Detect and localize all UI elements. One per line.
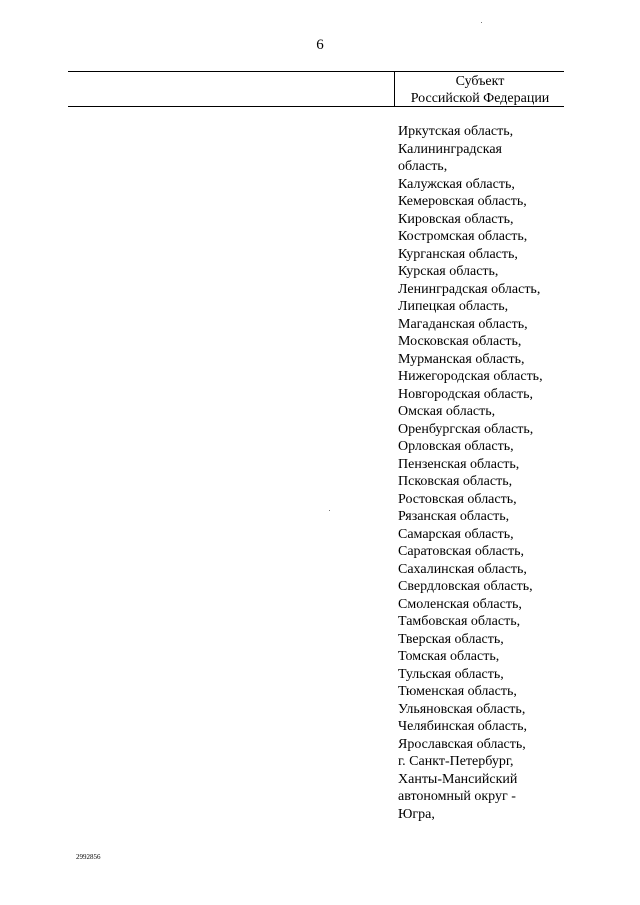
subject-list-item: Пензенская область, xyxy=(398,456,520,472)
subject-list-item: Оренбургская область, xyxy=(398,421,534,437)
subject-list-item: Саратовская область, xyxy=(398,544,525,559)
subject-list-item: Сахалинская область, xyxy=(398,561,527,577)
subject-list xyxy=(398,123,598,823)
subject-list-item: Нижегородская область, xyxy=(398,369,543,384)
subject-list-item: Псковская область, xyxy=(398,474,513,489)
subject-list-item: Ленинградская область, xyxy=(398,281,541,297)
subject-list-item: Тамбовская область, xyxy=(398,614,521,629)
subject-list-item: Иркутская область, xyxy=(398,124,514,139)
document-code: 2992856 xyxy=(76,853,101,861)
subject-list-item: Омская область, xyxy=(398,404,496,419)
subject-list-item: Кировская область, xyxy=(398,211,514,227)
subject-list-item: Томская область, xyxy=(398,649,500,664)
subject-list-item: автономный округ - xyxy=(398,789,516,804)
subject-list-item: Тульская область, xyxy=(398,666,504,682)
subject-list-item: Челябинская область, xyxy=(398,719,527,734)
subject-list-item: Ульяновская область, xyxy=(398,701,526,717)
table-top-border xyxy=(68,71,564,72)
subject-list-item: Новгородская область, xyxy=(398,386,533,402)
table-header-subject xyxy=(395,73,565,107)
subject-list-item: Московская область, xyxy=(398,334,522,349)
subject-list-item: Ростовская область, xyxy=(398,491,517,507)
subject-list-item: Югра, xyxy=(398,806,435,822)
subject-list-item: область, xyxy=(398,159,448,174)
subject-list-item: Магаданская область, xyxy=(398,316,528,332)
subject-list-item: г. Санкт-Петербург, xyxy=(398,754,514,769)
subject-list-item: Орловская область, xyxy=(398,439,514,454)
subject-list-item: Свердловская область, xyxy=(398,579,533,594)
subject-list-item: Тюменская область, xyxy=(398,684,517,699)
subject-list-item: Тверская область, xyxy=(398,631,504,647)
subject-list-item: Самарская область, xyxy=(398,526,514,542)
header-line-1: Субъект xyxy=(455,74,505,89)
subject-list-item: Рязанская область, xyxy=(398,509,510,524)
subject-list-item: Кемеровская область, xyxy=(398,194,527,209)
subject-list-item: Смоленская область, xyxy=(398,596,522,612)
header-line-2: Российской Федерации xyxy=(410,91,550,106)
subject-list-item: Костромская область, xyxy=(398,229,528,244)
subject-list-item: Курганская область, xyxy=(398,246,518,262)
subject-list-item: Калужская область, xyxy=(398,176,515,192)
scan-speck xyxy=(329,510,330,511)
page-number: 6 xyxy=(316,37,324,53)
subject-list-item: Ярославская область, xyxy=(398,736,526,752)
subject-list-item: Мурманская область, xyxy=(398,351,525,367)
subject-list-item: Липецкая область, xyxy=(398,299,509,314)
subject-list-item: Калининградская xyxy=(398,141,502,157)
subject-list-item: Ханты-Мансийский xyxy=(398,771,518,787)
scan-speck xyxy=(481,22,482,23)
subject-list-item: Курская область, xyxy=(398,264,499,279)
